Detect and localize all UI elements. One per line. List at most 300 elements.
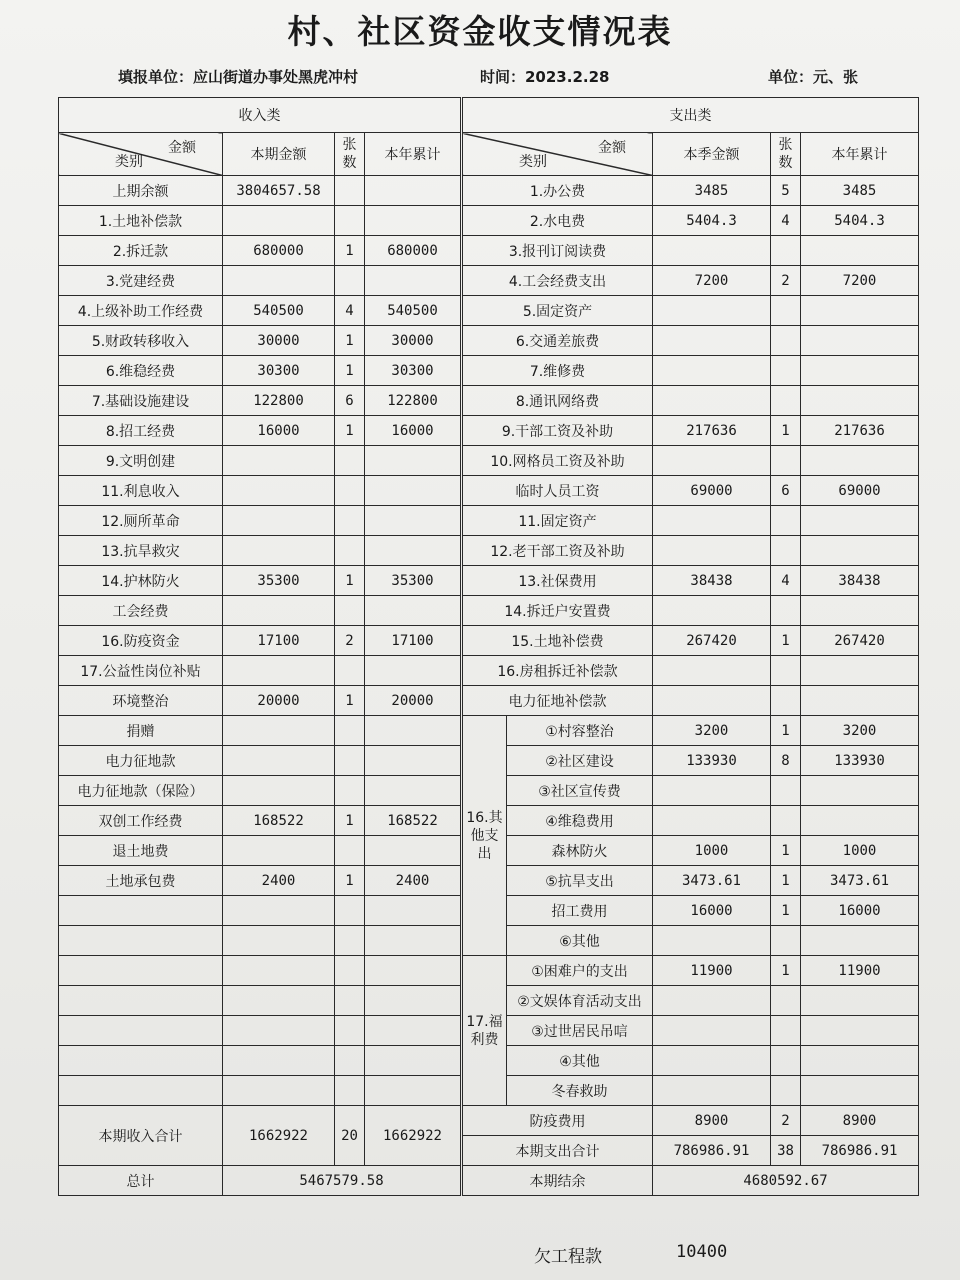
income-label: 13.抗旱救灾: [59, 536, 223, 566]
income-label-empty: [59, 1016, 223, 1046]
balance-label: 本期结余: [463, 1166, 653, 1196]
expense-ytd-header: 本年累计: [801, 133, 919, 176]
expense-ytd: [801, 536, 919, 566]
expense-count: 1: [771, 626, 801, 656]
expense-count: 2: [771, 266, 801, 296]
expense-count: [771, 236, 801, 266]
expense-ytd: [801, 326, 919, 356]
income-label: 12.厕所革命: [59, 506, 223, 536]
expense-amount: [653, 356, 771, 386]
income-amount-empty: [223, 1046, 335, 1076]
income-amount: [223, 506, 335, 536]
income-count-empty: [335, 986, 365, 1016]
expense-count: [771, 986, 801, 1016]
income-label-empty: [59, 986, 223, 1016]
income-label-empty: [59, 926, 223, 956]
grand-total-value: 5467579.58: [223, 1166, 461, 1196]
income-ytd-empty: [365, 1076, 461, 1106]
income-current-header: 本期金额: [223, 133, 335, 176]
expense-amount: 217636: [653, 416, 771, 446]
income-ytd: [365, 536, 461, 566]
expense-count: 8: [771, 746, 801, 776]
expense-amount: 3473.61: [653, 866, 771, 896]
income-label: 7.基础设施建设: [59, 386, 223, 416]
income-amount-empty: [223, 956, 335, 986]
table-row: [59, 416, 919, 446]
income-amount: 122800: [223, 386, 335, 416]
expense-count: 2: [771, 1106, 801, 1136]
expense-ytd: 217636: [801, 416, 919, 446]
welfare-group-label: 17.福利费: [463, 956, 507, 1106]
income-amount: 16000: [223, 416, 335, 446]
diag-category-label: 类别: [115, 154, 143, 170]
expense-amount: 16000: [653, 896, 771, 926]
income-count-empty: [335, 1016, 365, 1046]
income-ytd: 17100: [365, 626, 461, 656]
income-ytd: 168522: [365, 806, 461, 836]
expense-sub-label: ②文娱体育活动支出: [507, 986, 653, 1016]
income-amount: 17100: [223, 626, 335, 656]
expense-ytd: [801, 1016, 919, 1046]
expense-count: [771, 446, 801, 476]
income-amount: [223, 746, 335, 776]
expense-label: 16.房租拆迁补偿款: [463, 656, 653, 686]
table-row: [59, 956, 919, 986]
table-row: [59, 506, 919, 536]
income-ytd-empty: [365, 926, 461, 956]
expense-label: 4.工会经费支出: [463, 266, 653, 296]
income-total-label: 本期收入合计: [59, 1106, 223, 1166]
income-count-empty: [335, 1046, 365, 1076]
table-row: [59, 326, 919, 356]
income-ytd: [365, 656, 461, 686]
income-ytd: 122800: [365, 386, 461, 416]
expense-amount: [653, 1016, 771, 1046]
expense-label: 5.固定资产: [463, 296, 653, 326]
income-amount: [223, 266, 335, 296]
column-header-row: [59, 133, 919, 176]
expense-amount: [653, 386, 771, 416]
expense-sub-label: ②社区建设: [507, 746, 653, 776]
table-row: [59, 536, 919, 566]
income-ytd-header: 本年累计: [365, 133, 461, 176]
income-count: [335, 206, 365, 236]
expense-label: 12.老干部工资及补助: [463, 536, 653, 566]
expense-label: 11.固定资产: [463, 506, 653, 536]
diag-amount-label: 金额: [598, 140, 626, 156]
table-row: [59, 656, 919, 686]
income-label: 上期余额: [59, 176, 223, 206]
income-ytd: 30000: [365, 326, 461, 356]
income-ytd-empty: [365, 956, 461, 986]
income-label: 11.利息收入: [59, 476, 223, 506]
income-ytd: [365, 716, 461, 746]
income-count: [335, 596, 365, 626]
expense-amount: [653, 446, 771, 476]
income-amount: 3804657.58: [223, 176, 335, 206]
income-count: 1: [335, 866, 365, 896]
expense-total-count: 38: [771, 1136, 801, 1166]
expense-total-label: 本期支出合计: [463, 1136, 653, 1166]
income-ytd: [365, 836, 461, 866]
expense-ytd: [801, 506, 919, 536]
expense-count: [771, 1016, 801, 1046]
expense-amount: 8900: [653, 1106, 771, 1136]
income-ytd: [365, 596, 461, 626]
page-title: 村、社区资金收支情况表: [287, 12, 673, 51]
table-row: [59, 476, 919, 506]
expense-ytd: 1000: [801, 836, 919, 866]
income-count-empty: [335, 1076, 365, 1106]
expense-sub-label: ③过世居民吊唁: [507, 1016, 653, 1046]
expense-ytd: 3473.61: [801, 866, 919, 896]
table-row: [59, 176, 919, 206]
expense-label: 3.报刊订阅读费: [463, 236, 653, 266]
expense-current-header: 本季金额: [653, 133, 771, 176]
income-section-header: 收入类: [59, 98, 461, 133]
income-ytd: 680000: [365, 236, 461, 266]
diag-category-label: 类别: [519, 154, 547, 170]
expense-label: 15.土地补偿费: [463, 626, 653, 656]
measure-unit: 单位：元、张: [768, 68, 859, 86]
expense-amount: [653, 596, 771, 626]
expense-amount: [653, 326, 771, 356]
expense-ytd: 69000: [801, 476, 919, 506]
grand-total-label: 总计: [59, 1166, 223, 1196]
income-diag-header: [59, 133, 223, 176]
expense-amount: 38438: [653, 566, 771, 596]
expense-label: 临时人员工资: [463, 476, 653, 506]
expense-total-amount: 786986.91: [653, 1136, 771, 1166]
expense-count: [771, 356, 801, 386]
expense-count: 1: [771, 866, 801, 896]
income-label-empty: [59, 1076, 223, 1106]
expense-label: 8.通讯网络费: [463, 386, 653, 416]
income-count: 1: [335, 806, 365, 836]
income-total-count: 20: [335, 1106, 365, 1166]
expense-ytd: 11900: [801, 956, 919, 986]
income-ytd: [365, 266, 461, 296]
income-ytd: 16000: [365, 416, 461, 446]
expense-ytd: [801, 986, 919, 1016]
expense-sub-label: 招工费用: [507, 896, 653, 926]
expense-amount: [653, 1076, 771, 1106]
expense-amount: 3485: [653, 176, 771, 206]
expense-amount: 3200: [653, 716, 771, 746]
table-row: [59, 1106, 919, 1136]
expense-amount: 7200: [653, 266, 771, 296]
income-ytd: 20000: [365, 686, 461, 716]
income-amount: [223, 476, 335, 506]
income-ytd-empty: [365, 1046, 461, 1076]
income-ytd: [365, 776, 461, 806]
column-separator: [461, 1016, 463, 1046]
expense-ytd: 38438: [801, 566, 919, 596]
income-label: 17.公益性岗位补贴: [59, 656, 223, 686]
income-amount: 168522: [223, 806, 335, 836]
table-row: [59, 596, 919, 626]
expense-amount: 133930: [653, 746, 771, 776]
income-count: 1: [335, 686, 365, 716]
income-label-empty: [59, 1046, 223, 1076]
income-count: [335, 506, 365, 536]
expense-label: 9.干部工资及补助: [463, 416, 653, 446]
expense-label: 7.维修费: [463, 356, 653, 386]
table-row: [59, 296, 919, 326]
expense-count: [771, 506, 801, 536]
income-count-empty: [335, 926, 365, 956]
income-amount: 30000: [223, 326, 335, 356]
income-label: 14.护林防火: [59, 566, 223, 596]
diag-amount-label: 金额: [168, 140, 196, 156]
income-label-empty: [59, 956, 223, 986]
expense-count: [771, 536, 801, 566]
income-ytd: [365, 746, 461, 776]
expense-ytd: 5404.3: [801, 206, 919, 236]
column-separator: [461, 836, 463, 866]
expense-count: [771, 296, 801, 326]
income-amount: 540500: [223, 296, 335, 326]
income-count: [335, 716, 365, 746]
expense-ytd: 7200: [801, 266, 919, 296]
income-label: 3.党建经费: [59, 266, 223, 296]
section-header-row: [59, 98, 919, 133]
income-count: 1: [335, 566, 365, 596]
expense-sub-label: 冬春救助: [507, 1076, 653, 1106]
expense-ytd: [801, 1076, 919, 1106]
income-amount-empty: [223, 896, 335, 926]
income-amount: 680000: [223, 236, 335, 266]
income-ytd: 540500: [365, 296, 461, 326]
income-amount-empty: [223, 926, 335, 956]
income-count: [335, 746, 365, 776]
income-count: 1: [335, 356, 365, 386]
expense-amount: [653, 536, 771, 566]
expense-count: [771, 386, 801, 416]
income-label: 4.上级补助工作经费: [59, 296, 223, 326]
expense-count: [771, 1046, 801, 1076]
expense-total-ytd: 786986.91: [801, 1136, 919, 1166]
income-label-empty: [59, 896, 223, 926]
footer-label: 欠工程款: [534, 1247, 602, 1267]
income-count: 6: [335, 386, 365, 416]
income-amount: [223, 656, 335, 686]
expense-label: 14.拆迁户安置费: [463, 596, 653, 626]
expense-count: 1: [771, 956, 801, 986]
expense-amount: [653, 236, 771, 266]
column-separator: [461, 896, 463, 926]
expense-count-header: 张数: [771, 133, 801, 176]
income-label: 16.防疫资金: [59, 626, 223, 656]
column-separator: [461, 806, 463, 836]
income-count: [335, 446, 365, 476]
table-row: [59, 356, 919, 386]
expense-count: 5: [771, 176, 801, 206]
expense-sub-label: ①困难户的支出: [507, 956, 653, 986]
expense-amount: [653, 926, 771, 956]
expense-amount: [653, 1046, 771, 1076]
expense-ytd: [801, 296, 919, 326]
expense-ytd: 133930: [801, 746, 919, 776]
expense-amount: [653, 986, 771, 1016]
income-count: 1: [335, 416, 365, 446]
income-label: 电力征地款（保险）: [59, 776, 223, 806]
income-amount: 2400: [223, 866, 335, 896]
expense-amount: [653, 776, 771, 806]
table-row: [59, 716, 919, 746]
income-label: 环境整治: [59, 686, 223, 716]
expense-label: 13.社保费用: [463, 566, 653, 596]
table-row: [59, 266, 919, 296]
expense-count: [771, 596, 801, 626]
expense-count: [771, 656, 801, 686]
footer-value: 10400: [676, 1242, 728, 1262]
expense-amount: 1000: [653, 836, 771, 866]
income-ytd: [365, 446, 461, 476]
income-amount: 20000: [223, 686, 335, 716]
expense-ytd: 16000: [801, 896, 919, 926]
column-separator: [461, 776, 463, 806]
expense-label: 6.交通差旅费: [463, 326, 653, 356]
income-amount-empty: [223, 986, 335, 1016]
expense-count: [771, 806, 801, 836]
expense-count: 4: [771, 206, 801, 236]
expense-count: [771, 686, 801, 716]
income-label: 9.文明创建: [59, 446, 223, 476]
income-amount: [223, 776, 335, 806]
expense-count: 1: [771, 896, 801, 926]
expense-label: 10.网格员工资及补助: [463, 446, 653, 476]
income-label: 1.土地补偿款: [59, 206, 223, 236]
expense-ytd: 3485: [801, 176, 919, 206]
expense-amount: 267420: [653, 626, 771, 656]
expense-label: 防疫费用: [463, 1106, 653, 1136]
income-amount: 30300: [223, 356, 335, 386]
income-ytd-empty: [365, 896, 461, 926]
income-count-header: 张数: [335, 133, 365, 176]
expense-ytd: [801, 236, 919, 266]
expense-count: [771, 926, 801, 956]
expense-sub-label: ④维稳费用: [507, 806, 653, 836]
expense-ytd: [801, 926, 919, 956]
income-ytd: [365, 176, 461, 206]
expense-count: 1: [771, 836, 801, 866]
expense-sub-label: ④其他: [507, 1046, 653, 1076]
expense-ytd: 8900: [801, 1106, 919, 1136]
income-count: [335, 176, 365, 206]
expense-ytd: [801, 776, 919, 806]
expense-ytd: [801, 446, 919, 476]
income-label: 双创工作经费: [59, 806, 223, 836]
expense-amount: [653, 686, 771, 716]
expense-sub-label: ①村容整治: [507, 716, 653, 746]
expense-amount: [653, 806, 771, 836]
expense-ytd: 3200: [801, 716, 919, 746]
income-label: 5.财政转移收入: [59, 326, 223, 356]
other-group-label: 16.其他支出: [463, 716, 507, 956]
income-amount: [223, 206, 335, 236]
grand-total-row: [59, 1166, 919, 1196]
table-row: [59, 386, 919, 416]
column-separator: [461, 1076, 463, 1106]
expense-ytd: [801, 596, 919, 626]
expense-sub-label: 森林防火: [507, 836, 653, 866]
expense-count: [771, 326, 801, 356]
income-count: [335, 266, 365, 296]
expense-count: 4: [771, 566, 801, 596]
expense-ytd: [801, 656, 919, 686]
income-count: 2: [335, 626, 365, 656]
income-ytd-empty: [365, 986, 461, 1016]
table-row: [59, 686, 919, 716]
income-label: 工会经费: [59, 596, 223, 626]
income-label: 电力征地款: [59, 746, 223, 776]
balance-value: 4680592.67: [653, 1166, 919, 1196]
table-row: [59, 626, 919, 656]
expense-ytd: [801, 356, 919, 386]
income-total-amount: 1662922: [223, 1106, 335, 1166]
column-separator: [461, 1046, 463, 1076]
income-count: 1: [335, 236, 365, 266]
income-count: 4: [335, 296, 365, 326]
income-ytd: [365, 206, 461, 236]
column-separator: [461, 746, 463, 776]
income-amount: [223, 836, 335, 866]
expense-amount: [653, 656, 771, 686]
expense-ytd: [801, 1046, 919, 1076]
income-count-empty: [335, 956, 365, 986]
income-count: 1: [335, 326, 365, 356]
income-label: 8.招工经费: [59, 416, 223, 446]
income-amount: [223, 446, 335, 476]
expense-ytd: [801, 806, 919, 836]
income-count: [335, 536, 365, 566]
column-separator: [461, 926, 463, 956]
income-ytd: [365, 506, 461, 536]
expense-ytd: 267420: [801, 626, 919, 656]
table-row: [59, 206, 919, 236]
expense-count: 1: [771, 416, 801, 446]
finance-table: [58, 97, 919, 1196]
expense-amount: 5404.3: [653, 206, 771, 236]
income-amount-empty: [223, 1076, 335, 1106]
income-ytd: 2400: [365, 866, 461, 896]
expense-amount: 69000: [653, 476, 771, 506]
income-label: 6.维稳经费: [59, 356, 223, 386]
column-separator: [461, 866, 463, 896]
expense-sub-label: ⑤抗旱支出: [507, 866, 653, 896]
income-ytd: [365, 476, 461, 506]
income-label: 捐赠: [59, 716, 223, 746]
income-ytd: 30300: [365, 356, 461, 386]
income-count-empty: [335, 896, 365, 926]
table-row: [59, 566, 919, 596]
expense-amount: [653, 296, 771, 326]
expense-sub-label: ⑥其他: [507, 926, 653, 956]
expense-diag-header: [463, 133, 653, 176]
expense-ytd: [801, 686, 919, 716]
income-count: [335, 776, 365, 806]
column-separator: [461, 986, 463, 1016]
expense-label: 电力征地补偿款: [463, 686, 653, 716]
income-label: 退土地费: [59, 836, 223, 866]
income-amount-empty: [223, 1016, 335, 1046]
income-ytd: 35300: [365, 566, 461, 596]
income-label: 土地承包费: [59, 866, 223, 896]
table-row: [59, 236, 919, 266]
income-amount: 35300: [223, 566, 335, 596]
report-date: 时间：2023.2.28: [480, 68, 610, 86]
